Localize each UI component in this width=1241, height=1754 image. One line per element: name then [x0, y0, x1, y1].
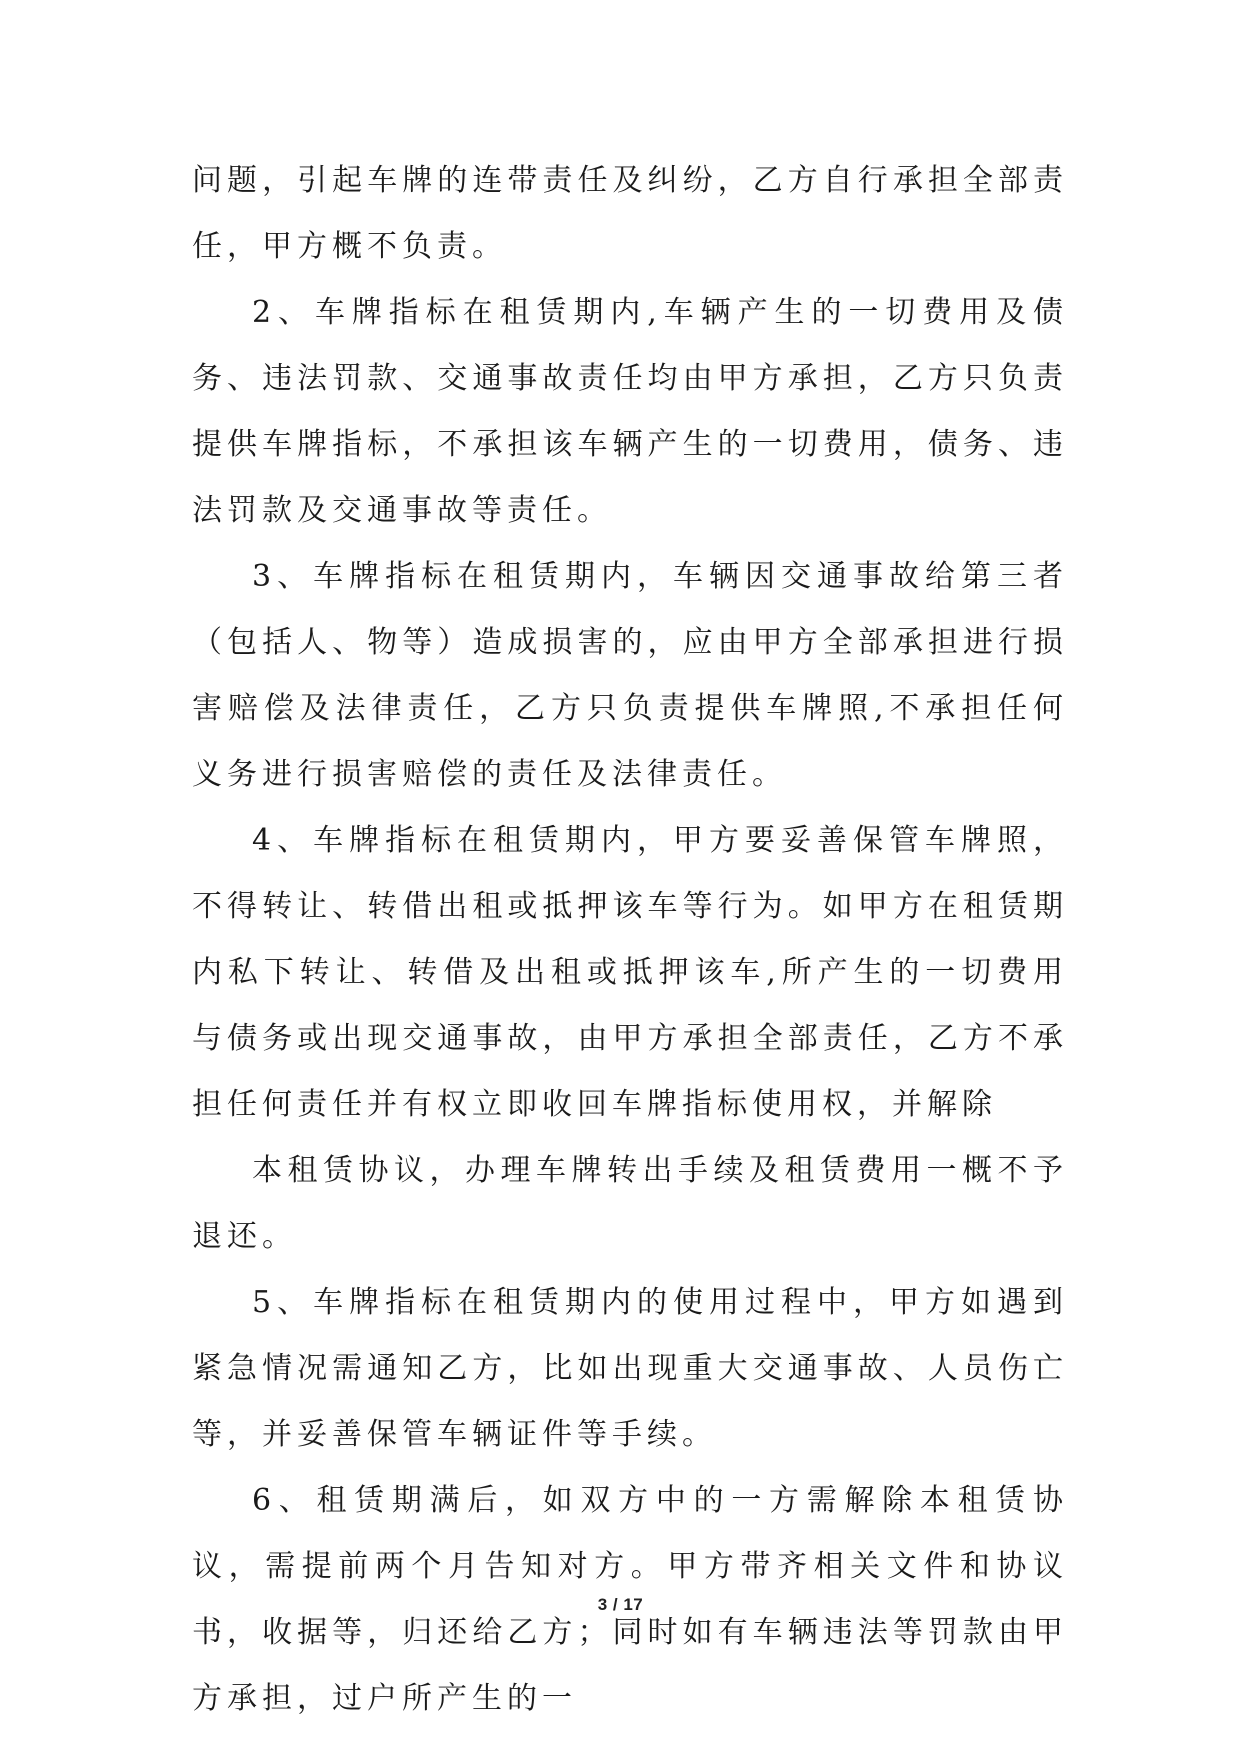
clause-4-continuation: 本租赁协议，办理车牌转出手续及租赁费用一概不予退还。 — [192, 1153, 1068, 1254]
clause-5: 5、车牌指标在租赁期内的使用过程中，甲方如遇到紧急情况需通知乙方，比如出现重大交通事故、人员伤亡等，并妥善保管车辆证件等手续。 — [192, 1285, 1068, 1452]
document-body — [192, 148, 1068, 1732]
clause-2: 2、车牌指标在租赁期内,车辆产生的一切费用及债务、违法罚款、交通事故责任均由甲方承担，乙方只负责提供车牌指标，不承担该车辆产生的一切费用，债务、违法罚款及交通事故等责任。 — [192, 295, 1068, 528]
clause-3: 3、车牌指标在租赁期内，车辆因交通事故给第三者（包括人、物等）造成损害的，应由甲方全部承担进行损害赔偿及法律责任，乙方只负责提供车牌照,不承担任何义务进行损害赔偿的责任及法律责任。 — [192, 559, 1068, 792]
clause-4: 4、车牌指标在租赁期内，甲方要妥善保管车牌照，不得转让、转借出租或抵押该车等行为。如甲方在租赁期内私下转让、转借及出租或抵押该车,所产生的一切费用与债务或出现交通事故，由甲方承担全部责任，乙方不承担任何责任并有权立即收回车牌指标使用权，并解除 — [192, 823, 1068, 1122]
paragraph-continued: 问题，引起车牌的连带责任及纠纷，乙方自行承担全部责任，甲方概不负责。 — [192, 163, 1068, 264]
clause-6: 6、租赁期满后，如双方中的一方需解除本租赁协议，需提前两个月告知对方。甲方带齐相关文件和协议书，收据等，归还给乙方；同时如有车辆违法等罚款由甲方承担，过户所产生的一 — [192, 1483, 1068, 1716]
page-number: 3 / 17 — [597, 1595, 644, 1614]
